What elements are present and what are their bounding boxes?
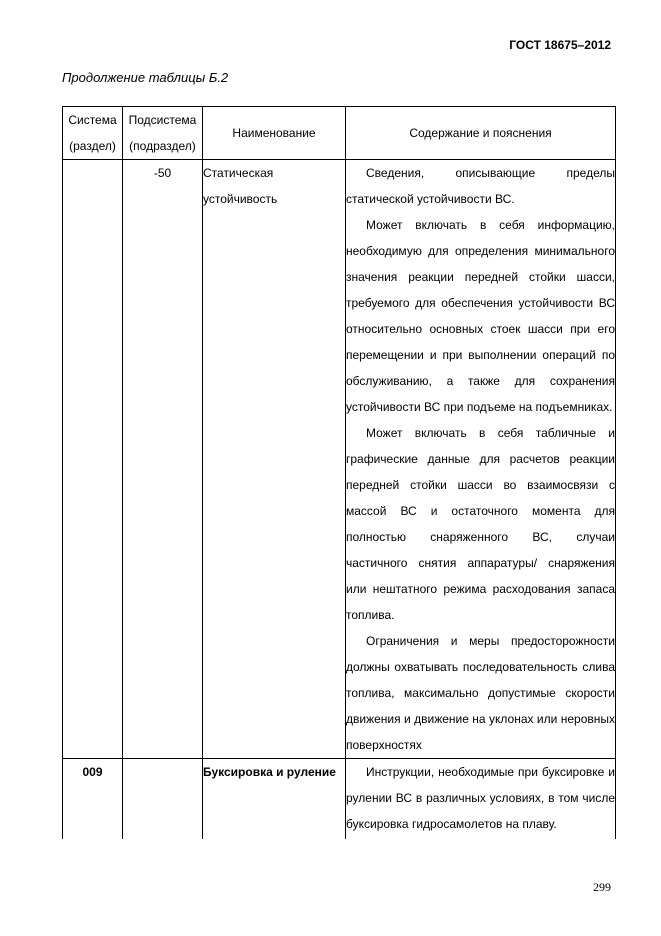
row-name: Буксировка и руление: [203, 759, 346, 840]
standard-header: ГОСТ 18675–2012: [509, 38, 611, 52]
description-paragraph: Может включать в себя табличные и графические данные для расчетов реакции передней стойки шасси во взаимосвязи с массой ВС и остаточного момента для полностью снаряженного ВС, случаи частичного снятия аппаратуры/ снаряжения или нештатного режима расходования запаса топлива.: [346, 426, 615, 622]
row-system: [63, 160, 123, 759]
row-description: [346, 160, 616, 759]
table-row: [63, 759, 616, 840]
description-paragraph: Инструкции, необходимые при буксировке и рулении ВС в различных условиях, в том числе буксировка гидросамолетов на плаву.: [346, 765, 615, 831]
table-row: [63, 160, 616, 759]
header-name: Наименование: [203, 107, 346, 160]
table-header-row: [63, 107, 616, 160]
row-subsystem: [123, 759, 203, 840]
row-description: [346, 759, 616, 840]
page-number: 299: [593, 880, 611, 894]
content-table: [62, 106, 616, 839]
description-paragraph: Сведения, описывающие пределы статической устойчивости ВС.: [346, 166, 615, 206]
header-content: Содержание и пояснения: [346, 107, 616, 160]
row-system: 009: [63, 759, 123, 840]
header-subsystem: Подсистема (подраздел): [123, 107, 203, 160]
description-paragraph: Может включать в себя информацию, необходимую для определения минимального значения реакции передней стойки шасси, требуемого для обеспечения устойчивости ВС относительно основных стоек шасси при его перемещении и при выполнении операций по обслуживанию, а также для сохранения устойчивости ВС при подъеме на подъемниках.: [346, 218, 615, 414]
header-system: Система (раздел): [63, 107, 123, 160]
table-caption: Продолжение таблицы Б.2: [62, 70, 229, 85]
description-paragraph: Ограничения и меры предосторожности должны охватывать последовательность слива топлива, максимально допустимые скорости движения и движение на уклонах или неровных поверхностях: [346, 634, 615, 752]
row-name: Статическая устойчивость: [203, 160, 346, 759]
row-subsystem: -50: [123, 160, 203, 759]
